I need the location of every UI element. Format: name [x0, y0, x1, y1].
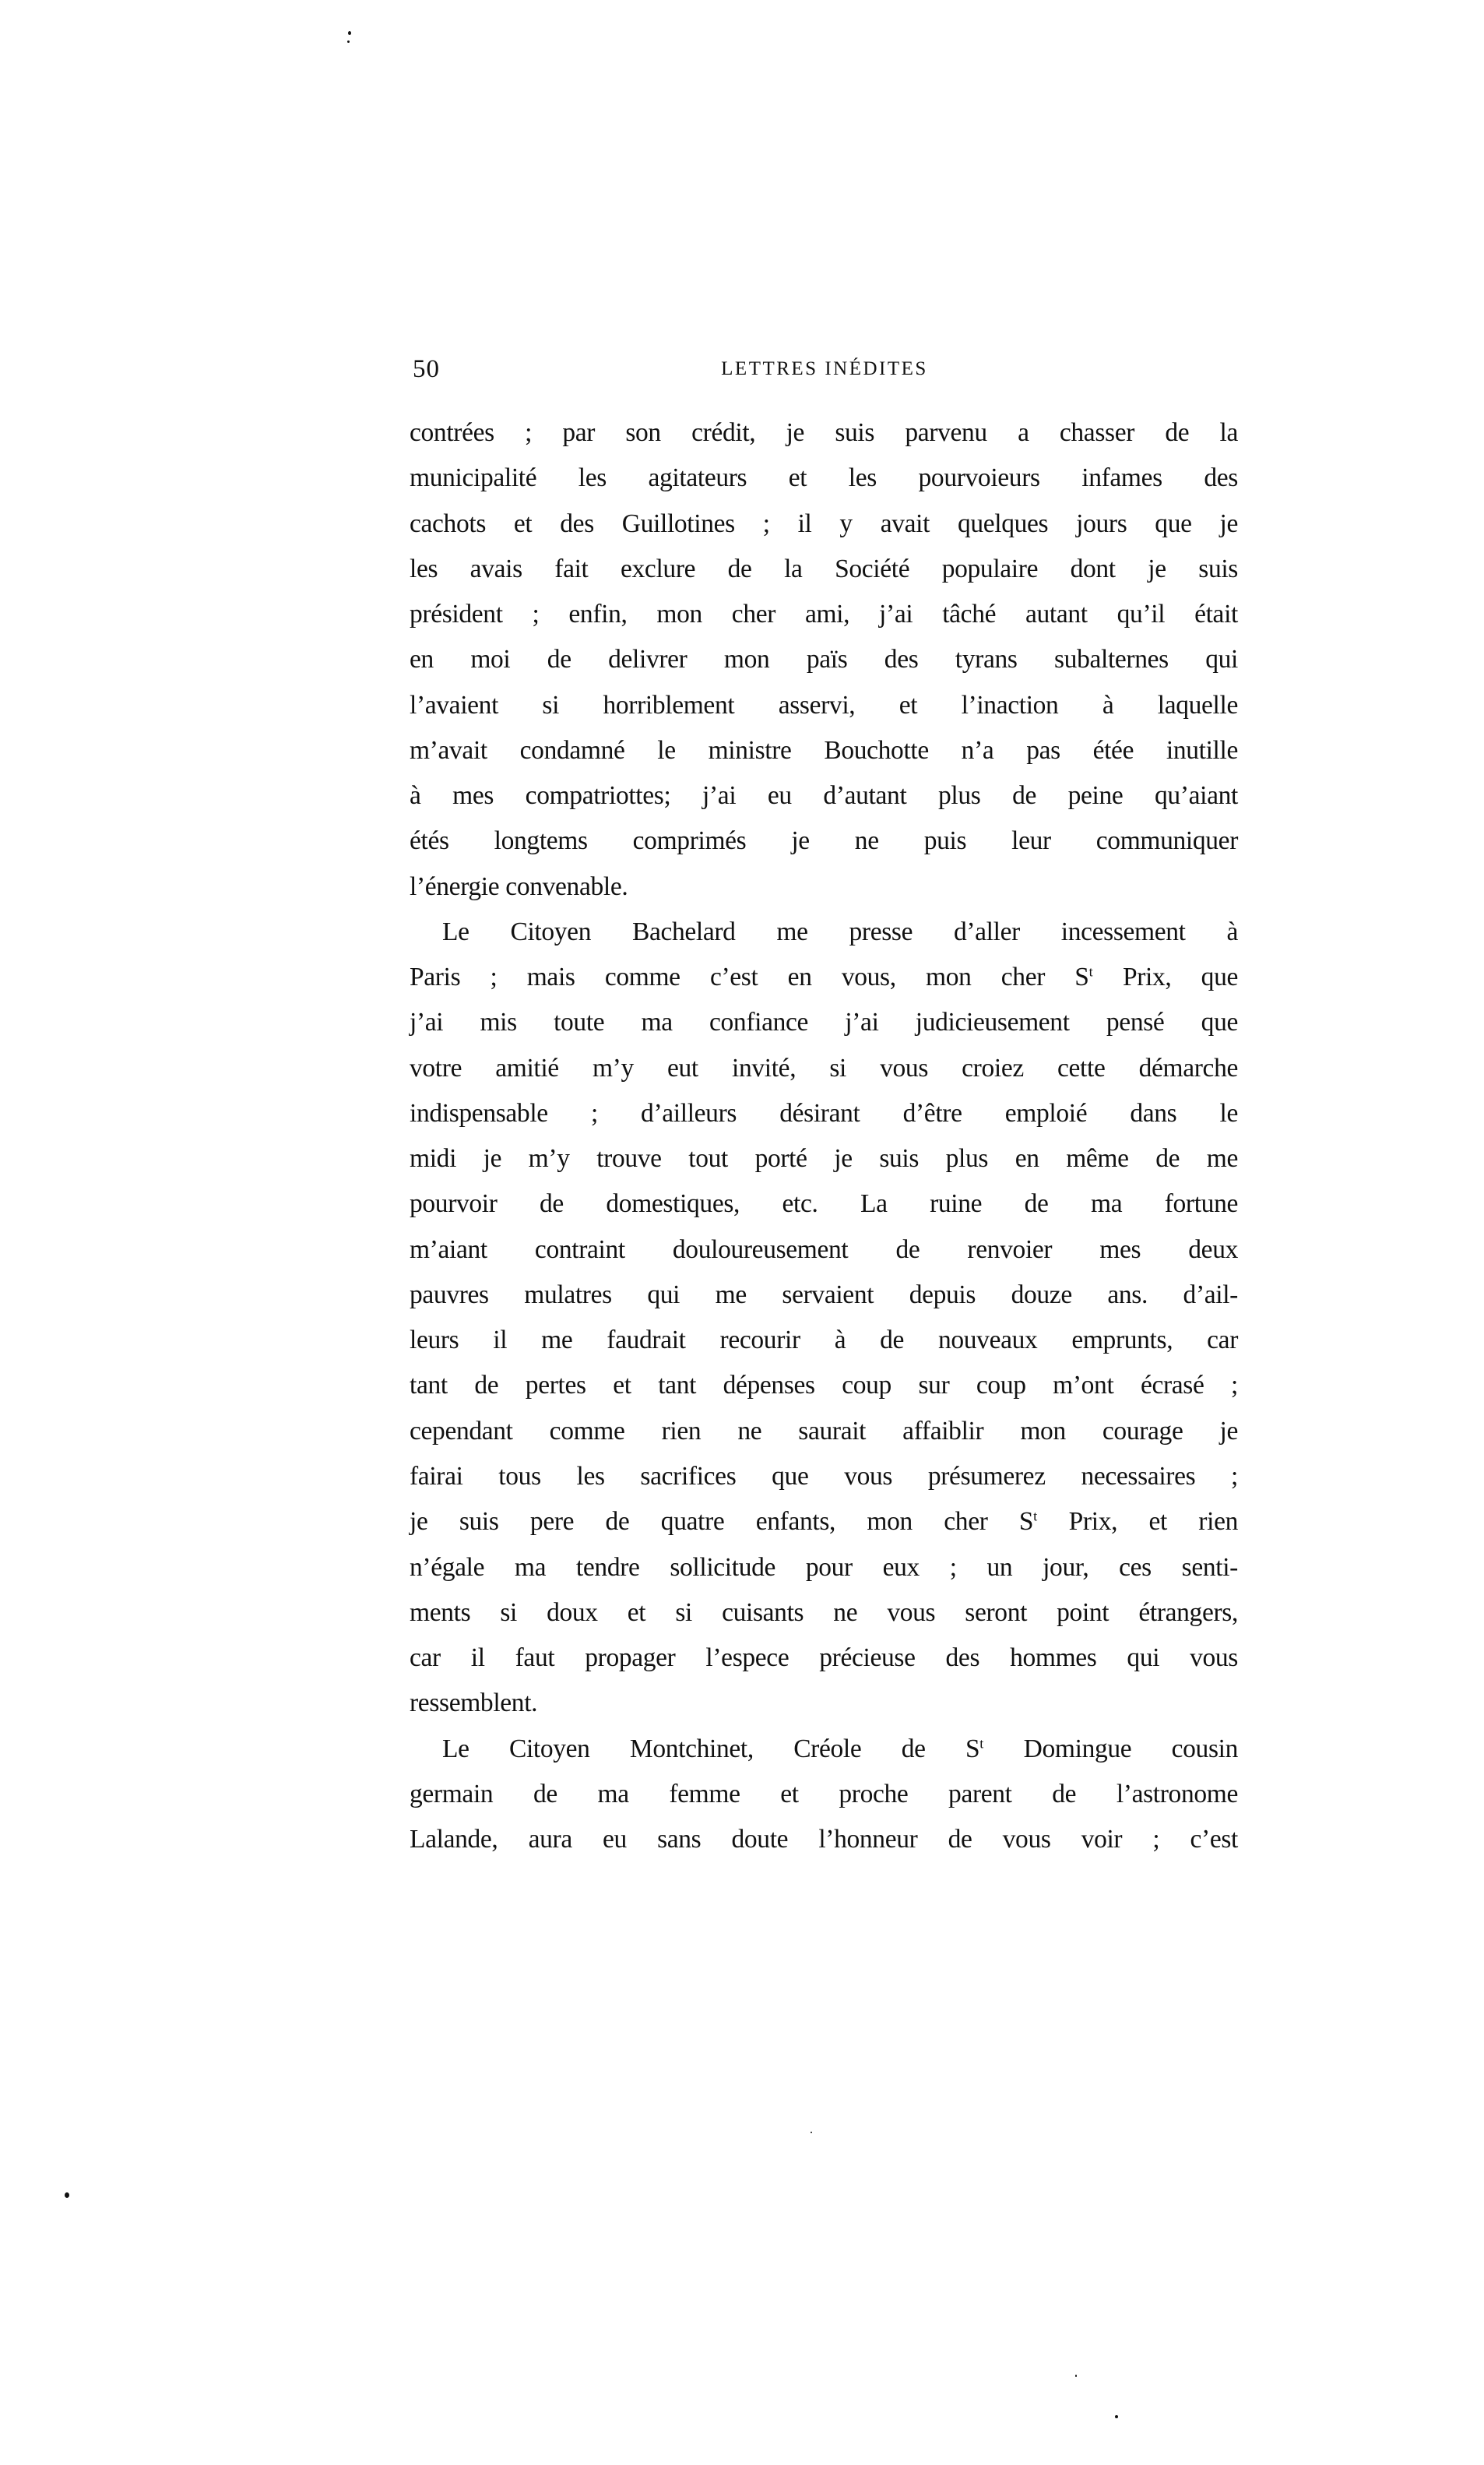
text-line	[410, 592, 1238, 637]
text-segment: Le Citoyen Bachelard me presse d’aller incessement à	[442, 917, 1238, 946]
text-segment: midi je m’y trouve tout porté je suis plus en même de me	[410, 1144, 1238, 1174]
text-segment: pourvoir de domestiques, etc. La ruine de ma fortune	[410, 1189, 1238, 1219]
text-segment: contrées ; par son crédit, je suis parvenu a chasser de la	[410, 418, 1238, 447]
text-line	[410, 637, 1238, 682]
text-line	[410, 1273, 1238, 1318]
text-segment: germain de ma femme et proche parent de l’astronome	[410, 1779, 1238, 1808]
text-line	[410, 410, 1238, 456]
text-segment: n’égale ma tendre sollicitude pour eux ; un jour, ces senti-	[410, 1552, 1238, 1582]
text-line	[410, 1091, 1238, 1136]
text-line	[410, 1409, 1238, 1454]
text-line	[410, 955, 1238, 1000]
text-segment: pauvres mulatres qui me servaient depuis douze ans. d’ail-	[410, 1280, 1238, 1309]
superscript: t	[979, 1735, 984, 1752]
superscript: t	[1088, 963, 1093, 980]
text-segment: cependant comme rien ne saurait affaiblir mon courage je	[410, 1416, 1238, 1446]
text-line	[410, 1046, 1238, 1091]
text-line	[410, 1817, 1238, 1862]
text-line	[410, 1227, 1238, 1273]
scan-speck	[65, 2192, 69, 2198]
paragraph-first-line	[410, 1727, 1238, 1772]
text-line	[410, 1181, 1238, 1227]
text-segment: leurs il me faudrait recourir à de nouveaux emprunts, car	[410, 1326, 1238, 1355]
text-segment: Prix, que	[1092, 963, 1238, 992]
text-line	[410, 456, 1238, 501]
text-segment: l’avaient si horriblement asservi, et l’inaction à laquelle	[410, 690, 1238, 720]
text-line	[410, 1136, 1238, 1181]
text-segment: cachots et des Guillotines ; il y avait quelques jours que je	[410, 509, 1238, 538]
text-segment: l’énergie convenable.	[410, 872, 628, 901]
text-segment: fairai tous les sacrifices que vous présumerez necessaires ;	[410, 1461, 1238, 1491]
text-line	[410, 1318, 1238, 1363]
text-line	[410, 683, 1238, 728]
text-segment: car il faut propager l’espece précieuse des hommes qui vous	[410, 1643, 1238, 1673]
text-segment: m’aiant contraint douloureusement de renvoier mes deux	[410, 1234, 1238, 1264]
scan-speck	[811, 2132, 812, 2133]
text-line	[410, 1636, 1238, 1681]
text-line	[410, 1000, 1238, 1045]
text-line	[410, 728, 1238, 773]
text-segment: votre amitié m’y eut invité, si vous croiez cette démarche	[410, 1053, 1238, 1083]
paragraph-first-line	[410, 910, 1238, 955]
scan-speck	[348, 31, 351, 35]
text-segment: je suis pere de quatre enfants, mon cher S	[410, 1507, 1034, 1537]
text-segment: j’ai mis toute ma confiance j’ai judicieusement pensé que	[410, 1008, 1238, 1037]
text-line	[410, 865, 1238, 910]
text-segment: Domingue cousin	[983, 1734, 1238, 1763]
text-segment: indispensable ; d’ailleurs désirant d’être emploié dans le	[410, 1098, 1238, 1128]
text-line	[410, 1772, 1238, 1817]
scan-speck	[1115, 2415, 1118, 2418]
text-segment: Prix, et rien	[1037, 1507, 1238, 1537]
text-segment: m’avait condamné le ministre Bouchotte n’a pas étée inutille	[410, 735, 1238, 765]
text-line	[410, 1590, 1238, 1636]
superscript: t	[1033, 1508, 1038, 1524]
text-line	[410, 547, 1238, 592]
text-line	[410, 1454, 1238, 1499]
text-line	[410, 1499, 1238, 1544]
text-segment: tant de pertes et tant dépenses coup sur coup m’ont écrasé ;	[410, 1371, 1238, 1400]
text-segment: ments si doux et si cuisants ne vous seront point étrangers,	[410, 1597, 1238, 1627]
text-segment: Lalande, aura eu sans doute l’honneur de vous voir ; c’est	[410, 1825, 1238, 1854]
text-segment: étés longtems comprimés je ne puis leur communiquer	[410, 826, 1238, 856]
text-segment: président ; enfin, mon cher ami, j’ai tâché autant qu’il était	[410, 600, 1238, 629]
running-title: LETTRES INÉDITES	[721, 358, 928, 379]
text-line	[410, 1545, 1238, 1590]
text-line	[410, 819, 1238, 864]
text-line	[410, 1363, 1238, 1408]
scan-speck	[1075, 2375, 1077, 2377]
running-head	[410, 354, 1240, 385]
text-segment: municipalité les agitateurs et les pourvoieurs infames des	[410, 463, 1238, 493]
text-segment: ressemblent.	[410, 1689, 538, 1718]
text-line	[410, 502, 1238, 547]
text-segment: les avais fait exclure de la Société populaire dont je suis	[410, 554, 1238, 583]
text-line	[410, 1681, 1238, 1726]
scan-speck	[347, 40, 350, 43]
text-segment: Paris ; mais comme c’est en vous, mon cher S	[410, 963, 1089, 992]
text-line	[410, 773, 1238, 819]
text-segment: en moi de delivrer mon païs des tyrans subalternes qui	[410, 645, 1238, 674]
page-number: 50	[413, 355, 440, 383]
text-segment: à mes compatriottes; j’ai eu d’autant plus de peine qu’aiant	[410, 781, 1238, 811]
text-segment: Le Citoyen Montchinet, Créole de S	[442, 1734, 980, 1763]
